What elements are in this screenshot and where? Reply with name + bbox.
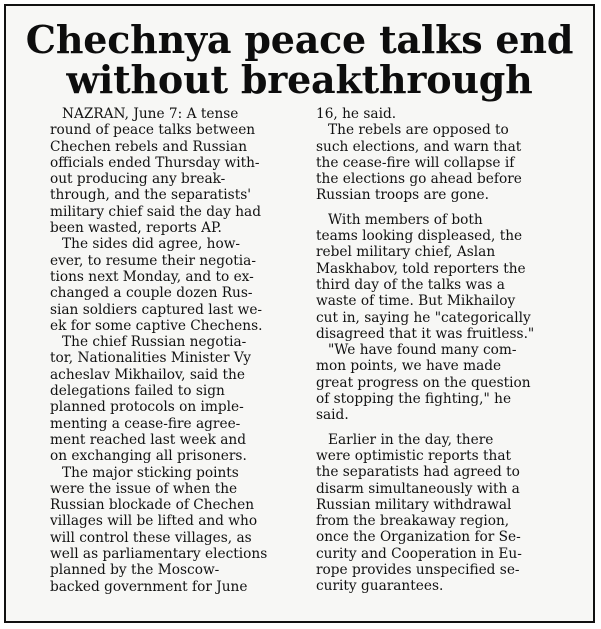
- text-line: planned by the Moscow-: [50, 562, 220, 579]
- headline-line: without breakthrough: [66, 57, 533, 102]
- text-line: tor, Nationalities Minister Vy: [50, 350, 251, 367]
- text-line: ek for some captive Chechens.: [50, 317, 263, 334]
- text-line: great progress on the question: [316, 374, 531, 391]
- newspaper-clipping: [4, 4, 595, 623]
- text-line: said.: [316, 407, 349, 424]
- text-line: ment reached last week and: [50, 431, 246, 448]
- paragraph-gap: [316, 204, 586, 212]
- right-column: [316, 106, 586, 621]
- text-line: changed a couple dozen Rus-: [50, 285, 253, 302]
- text-line: round of peace talks between: [50, 122, 256, 139]
- article-paragraph: [50, 465, 294, 595]
- text-line: Maskhabov, told reporters the: [316, 260, 526, 277]
- article-paragraph: [316, 122, 586, 203]
- headline: [6, 17, 593, 102]
- text-line: waste of time. But Mikhailoy: [316, 293, 516, 310]
- text-line: Russian blockade of Chechen: [50, 497, 255, 514]
- text-line: military chief said the day had: [50, 203, 261, 220]
- text-line: backed government for June: [50, 578, 248, 595]
- text-line: delegations failed to sign: [50, 383, 225, 400]
- text-line: planned protocols on imple-: [50, 399, 244, 416]
- text-line: acheslav Mikhailov, said the: [50, 366, 245, 383]
- text-line: on exchanging all prisoners.: [50, 448, 247, 465]
- text-line: villages will be lifted and who: [50, 513, 258, 530]
- article-paragraph: [316, 432, 586, 595]
- text-line: were optimistic reports that: [316, 447, 512, 464]
- text-line: third day of the talks was a: [316, 276, 505, 293]
- left-column: [50, 106, 294, 621]
- text-line: menting a cease-fire agree-: [50, 415, 241, 432]
- text-line: of stopping the fighting," he: [316, 391, 512, 408]
- text-line: curity guarantees.: [316, 578, 444, 595]
- text-line: sian soldiers captured last we-: [50, 301, 263, 318]
- text-line: curity and Cooperation in Eu-: [316, 545, 522, 562]
- text-line: The major sticking points: [62, 464, 239, 481]
- text-line: from the breakaway region,: [316, 513, 510, 530]
- text-line: The rebels are opposed to: [328, 122, 509, 139]
- text-line: rebel military chief, Aslan: [316, 244, 496, 261]
- paragraph-gap: [316, 424, 586, 432]
- text-line: the cease-fire will collapse if: [316, 154, 515, 171]
- text-line: Earlier in the day, there: [328, 431, 494, 448]
- text-line: Chechen rebels and Russian: [50, 138, 248, 155]
- article-paragraph: [50, 334, 294, 464]
- article-paragraph: [316, 212, 586, 342]
- text-line: 16, he said.: [316, 106, 397, 122]
- text-line: tions next Monday, and to ex-: [50, 268, 254, 285]
- text-line: such elections, and warn that: [316, 138, 522, 155]
- text-line: ever, to resume their negotia-: [50, 252, 256, 269]
- article-paragraph: [50, 236, 294, 334]
- article-paragraph: [316, 106, 586, 122]
- text-line: out producing any break-: [50, 171, 226, 188]
- text-line: well as parliamentary elections: [50, 546, 268, 563]
- text-line: cut in, saying he "categorically: [316, 309, 531, 326]
- text-line: teams looking displeased, the: [316, 228, 523, 245]
- text-line: The chief Russian negotia-: [62, 334, 247, 351]
- text-line: were the issue of when the: [50, 480, 238, 497]
- text-line: disagreed that it was fruitless.": [316, 325, 535, 342]
- headline-line: Chechnya peace talks end: [25, 17, 574, 62]
- article-paragraph: [50, 106, 294, 236]
- text-line: disarm simultaneously with a: [316, 480, 520, 497]
- text-line: the separatists had agreed to: [316, 464, 520, 481]
- text-line: With members of both: [328, 211, 483, 228]
- text-line: officials ended Thursday with-: [50, 154, 260, 171]
- text-line: Russian troops are gone.: [316, 187, 489, 204]
- text-line: rope provides unspecified se-: [316, 562, 520, 579]
- article-body: [6, 106, 593, 621]
- text-line: once the Organization for Se-: [316, 529, 521, 546]
- text-line: been wasted, reports AP.: [50, 220, 222, 237]
- text-line: "We have found many com-: [328, 342, 517, 359]
- article-paragraph: [316, 342, 586, 423]
- text-line: NAZRAN, June 7: A tense: [62, 106, 239, 122]
- text-line: mon points, we have made: [316, 358, 502, 375]
- text-line: The sides did agree, how-: [62, 236, 241, 253]
- text-line: will control these villages, as: [50, 529, 252, 546]
- text-line: Russian military withdrawal: [316, 496, 512, 513]
- text-line: the elections go ahead before: [316, 171, 522, 188]
- text-line: through, and the separatists': [50, 187, 251, 204]
